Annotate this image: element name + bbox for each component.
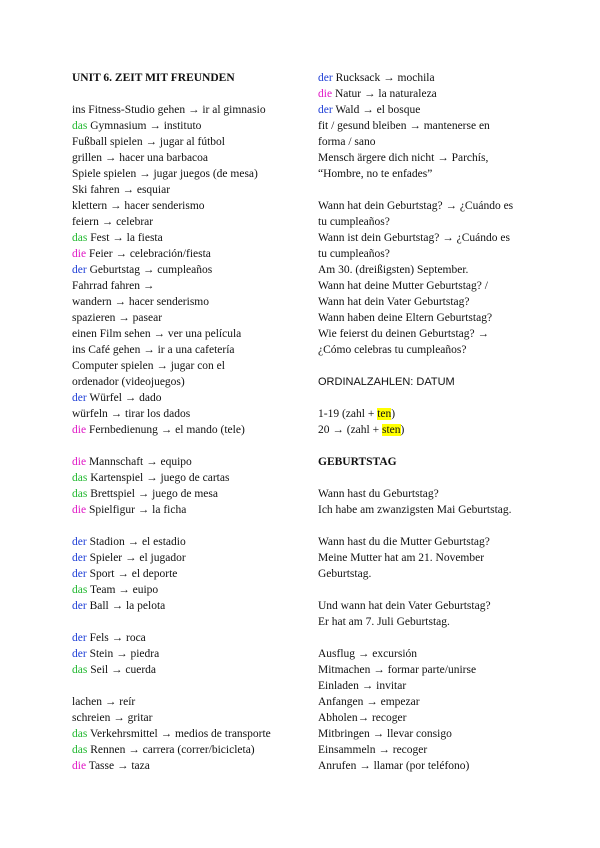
vocab-line: [72, 294, 304, 310]
vocab-line: [72, 278, 304, 294]
vocab-line: [72, 326, 304, 342]
ordinal-rule-2: [318, 422, 550, 438]
article-der: der: [318, 104, 333, 116]
vocab-text: Wann hat dein Vater Geburtstag?: [318, 296, 470, 308]
vocab-line: [72, 566, 304, 582]
article-das: das: [72, 664, 88, 676]
ordinal-heading: ORDINALZAHLEN: DATUM: [318, 376, 455, 388]
vocab-group-sport: [72, 534, 304, 614]
vocab-text: Team → euipo: [87, 584, 159, 596]
vocab-text: Rucksack → mochila: [332, 72, 435, 84]
vocab-text: einen Film sehen → ver una película: [72, 328, 242, 340]
vocab-line: [318, 662, 550, 678]
right-column: [318, 70, 550, 774]
vocab-text: Feier → celebración/fiesta: [86, 248, 211, 260]
vocab-line: [318, 198, 550, 214]
vocab-text: Ausflug → excursión: [318, 648, 418, 660]
vocab-line: [72, 102, 304, 118]
vocab-text: Spieler → el jugador: [86, 552, 186, 564]
vocab-text: ordenador (videojuegos): [72, 376, 185, 388]
vocab-text: Würfel → dado: [86, 392, 162, 404]
vocab-line: [72, 502, 304, 518]
vocab-line: [318, 614, 550, 630]
vocab-line: [318, 214, 550, 230]
ordinal-rule-text: 20 → (zahl +: [318, 424, 382, 436]
vocab-text: Einsammeln → recoger: [318, 744, 428, 756]
vocab-text: ¿Cómo celebras tu cumpleaños?: [318, 344, 467, 356]
vocab-line: [318, 758, 550, 774]
vocab-line: [318, 502, 550, 518]
vocab-line: [318, 694, 550, 710]
vocab-line: [318, 598, 550, 614]
vocab-line: [72, 342, 304, 358]
vocab-text: Geburtstag → cumpleaños: [86, 264, 213, 276]
vocab-text: Mannschaft → equipo: [86, 456, 192, 468]
vocab-line: [72, 582, 304, 598]
vocab-line: [318, 726, 550, 742]
vocab-text: Seil → cuerda: [87, 664, 157, 676]
vocab-line: [72, 134, 304, 150]
vocab-text: Spiele spielen → jugar juegos (de mesa): [72, 168, 258, 180]
vocab-text: Wald → el bosque: [332, 104, 421, 116]
vocab-line: [72, 662, 304, 678]
vocab-line: [318, 246, 550, 262]
article-die: die: [72, 248, 87, 260]
vocab-text: Gymnasium → instituto: [87, 120, 202, 132]
birthday-example-3: [318, 598, 550, 630]
vocab-text: Ball → la pelota: [86, 600, 166, 612]
article-der: der: [72, 632, 87, 644]
ordinal-rule-text: ): [391, 408, 396, 420]
ordinal-suffix-highlight: ten: [377, 408, 392, 420]
vocab-text: Kartenspiel → juego de cartas: [87, 472, 230, 484]
vocab-line: [318, 86, 550, 102]
vocab-line: [318, 166, 550, 182]
vocab-line: [72, 742, 304, 758]
vocab-text: Fels → roca: [86, 632, 146, 644]
vocab-line: [318, 102, 550, 118]
vocab-text: Er hat am 7. Juli Geburtstag.: [318, 616, 450, 628]
vocab-text: Geburtstag.: [318, 568, 372, 580]
vocab-group-climbing: [72, 630, 304, 678]
vocab-line: [318, 150, 550, 166]
article-die: die: [72, 456, 87, 468]
vocab-line: [318, 262, 550, 278]
vocab-line: [72, 422, 304, 438]
vocab-line: [318, 326, 550, 342]
vocab-text: Wann hast du die Mutter Geburtstag?: [318, 536, 490, 548]
vocab-line: [72, 118, 304, 134]
vocab-text: Einladen → invitar: [318, 680, 407, 692]
vocab-line: [318, 534, 550, 550]
vocab-line: [72, 470, 304, 486]
vocab-text: ins Fitness-Studio gehen → ir al gimnasio: [72, 104, 266, 116]
vocab-line: [318, 118, 550, 134]
vocab-text: forma / sano: [318, 136, 376, 148]
ordinal-rule-text: ): [400, 424, 405, 436]
vocab-text: Und wann hat dein Vater Geburtstag?: [318, 600, 491, 612]
vocab-text: Fahrrad fahren →: [72, 280, 155, 292]
vocab-line: [72, 454, 304, 470]
vocab-line: [72, 486, 304, 502]
vocab-text: Spielfigur → la ficha: [86, 504, 187, 516]
article-die: die: [72, 504, 87, 516]
article-der: der: [72, 552, 87, 564]
vocab-line: [318, 230, 550, 246]
vocab-text: Wie feierst du deinen Geburtstag? →: [318, 328, 490, 340]
vocab-text: schreien → gritar: [72, 712, 153, 724]
vocab-text: Wann hat deine Mutter Geburtstag? /: [318, 280, 488, 292]
vocab-text: Wann hat dein Geburtstag? → ¿Cuándo es: [318, 200, 514, 212]
article-das: das: [72, 744, 88, 756]
birthday-example-1: [318, 486, 550, 518]
vocab-text: Rennen → carrera (correr/bicicleta): [87, 744, 255, 756]
vocab-line: [318, 70, 550, 86]
vocab-text: wandern → hacer senderismo: [72, 296, 209, 308]
vocab-text: Meine Mutter hat am 21. November: [318, 552, 485, 564]
vocab-text: Mitbringen → llevar consigo: [318, 728, 452, 740]
vocab-line: [72, 598, 304, 614]
article-das: das: [72, 584, 88, 596]
article-der: der: [72, 264, 87, 276]
vocab-text: Sport → el deporte: [86, 568, 178, 580]
article-die: die: [72, 760, 87, 772]
vocab-line: [318, 278, 550, 294]
vocab-line: [72, 214, 304, 230]
birthday-example-2: [318, 534, 550, 582]
vocab-line: [72, 726, 304, 742]
vocab-line: [72, 630, 304, 646]
article-das: das: [72, 472, 88, 484]
article-das: das: [72, 488, 88, 500]
unit-title: UNIT 6. ZEIT MIT FREUNDEN: [72, 72, 235, 84]
vocab-text: grillen → hacer una barbacoa: [72, 152, 209, 164]
vocab-text: Ich habe am zwanzigsten Mai Geburtstag.: [318, 504, 512, 516]
vocab-text: Stadion → el estadio: [86, 536, 186, 548]
vocab-line: [318, 486, 550, 502]
vocab-text: würfeln → tirar los dados: [72, 408, 191, 420]
vocab-line: [72, 758, 304, 774]
vocab-line: [72, 646, 304, 662]
vocab-text: tu cumpleaños?: [318, 216, 390, 228]
vocab-text: Wann hast du Geburtstag?: [318, 488, 439, 500]
article-die: die: [72, 424, 87, 436]
ordinal-rule-text: 1-19 (zahl +: [318, 408, 378, 420]
vocab-line: [318, 566, 550, 582]
vocab-line: [72, 310, 304, 326]
vocab-text: klettern → hacer senderismo: [72, 200, 205, 212]
vocab-line: [72, 150, 304, 166]
vocab-line: [318, 310, 550, 326]
vocab-text: lachen → reír: [72, 696, 136, 708]
vocab-text: Fernbedienung → el mando (tele): [86, 424, 245, 436]
vocab-line: [318, 294, 550, 310]
ordinal-suffix-highlight: sten: [381, 424, 401, 436]
vocab-group-misc: [72, 694, 304, 774]
vocab-line: [318, 342, 550, 358]
vocab-line: [72, 534, 304, 550]
article-die: die: [318, 88, 333, 100]
vocab-line: [72, 710, 304, 726]
vocab-line: [72, 358, 304, 374]
vocab-line: [318, 678, 550, 694]
geburtstag-heading: GEBURTSTAG: [318, 456, 397, 468]
vocab-text: Brettspiel → juego de mesa: [87, 488, 218, 500]
vocab-line: [72, 246, 304, 262]
vocab-text: Wann haben deine Eltern Geburtstag?: [318, 312, 493, 324]
vocab-text: Natur → la naturaleza: [332, 88, 437, 100]
article-das: das: [72, 120, 88, 132]
vocab-line: [72, 230, 304, 246]
ordinal-rule-1: [318, 406, 550, 422]
vocab-line: [318, 710, 550, 726]
vocab-text: Mitmachen → formar parte/unirse: [318, 664, 477, 676]
article-das: das: [72, 232, 88, 244]
vocab-text: feiern → celebrar: [72, 216, 154, 228]
birthday-questions: [318, 198, 550, 358]
vocab-line: [318, 742, 550, 758]
vocab-text: spazieren → pasear: [72, 312, 163, 324]
vocab-text: ins Café gehen → ir a una cafetería: [72, 344, 235, 356]
vocab-line: [72, 550, 304, 566]
vocab-line: [72, 166, 304, 182]
vocab-text: Computer spielen → jugar con el: [72, 360, 225, 372]
vocab-line: [318, 646, 550, 662]
vocab-line: [72, 182, 304, 198]
vocab-line: [72, 694, 304, 710]
vocab-text: Wann ist dein Geburtstag? → ¿Cuándo es: [318, 232, 510, 244]
vocab-text: Abholen→ recoger: [318, 712, 407, 724]
vocab-text: Anrufen → llamar (por teléfono): [318, 760, 470, 772]
vocab-line: [318, 134, 550, 150]
vocab-text: tu cumpleaños?: [318, 248, 390, 260]
vocab-text: fit / gesund bleiben → mantenerse en: [318, 120, 490, 132]
vocab-line: [72, 374, 304, 390]
article-das: das: [72, 728, 88, 740]
vocab-text: Am 30. (dreißigsten) September.: [318, 264, 469, 276]
vocab-line: [318, 550, 550, 566]
vocab-group-games: [72, 454, 304, 518]
vocab-group-verbs: [318, 646, 550, 774]
vocab-text: Mensch ärgere dich nicht → Parchís,: [318, 152, 489, 164]
vocab-line: [72, 406, 304, 422]
vocab-text: Anfangen → empezar: [318, 696, 420, 708]
vocab-text: Stein → piedra: [86, 648, 160, 660]
article-der: der: [72, 568, 87, 580]
article-der: der: [318, 72, 333, 84]
article-der: der: [72, 392, 87, 404]
vocab-group-activities: [72, 102, 304, 438]
vocab-line: [72, 262, 304, 278]
article-der: der: [72, 536, 87, 548]
article-der: der: [72, 648, 87, 660]
vocab-line: [72, 198, 304, 214]
vocab-group-nature: [318, 70, 550, 182]
vocab-text: “Hombre, no te enfades”: [318, 168, 433, 180]
left-column: [72, 70, 304, 774]
vocab-text: Tasse → taza: [86, 760, 150, 772]
vocab-text: Fest → la fiesta: [87, 232, 163, 244]
vocab-text: Ski fahren → esquiar: [72, 184, 171, 196]
vocab-text: Verkehrsmittel → medios de transporte: [87, 728, 271, 740]
article-der: der: [72, 600, 87, 612]
vocab-text: Fußball spielen → jugar al fútbol: [72, 136, 225, 148]
vocab-line: [72, 390, 304, 406]
